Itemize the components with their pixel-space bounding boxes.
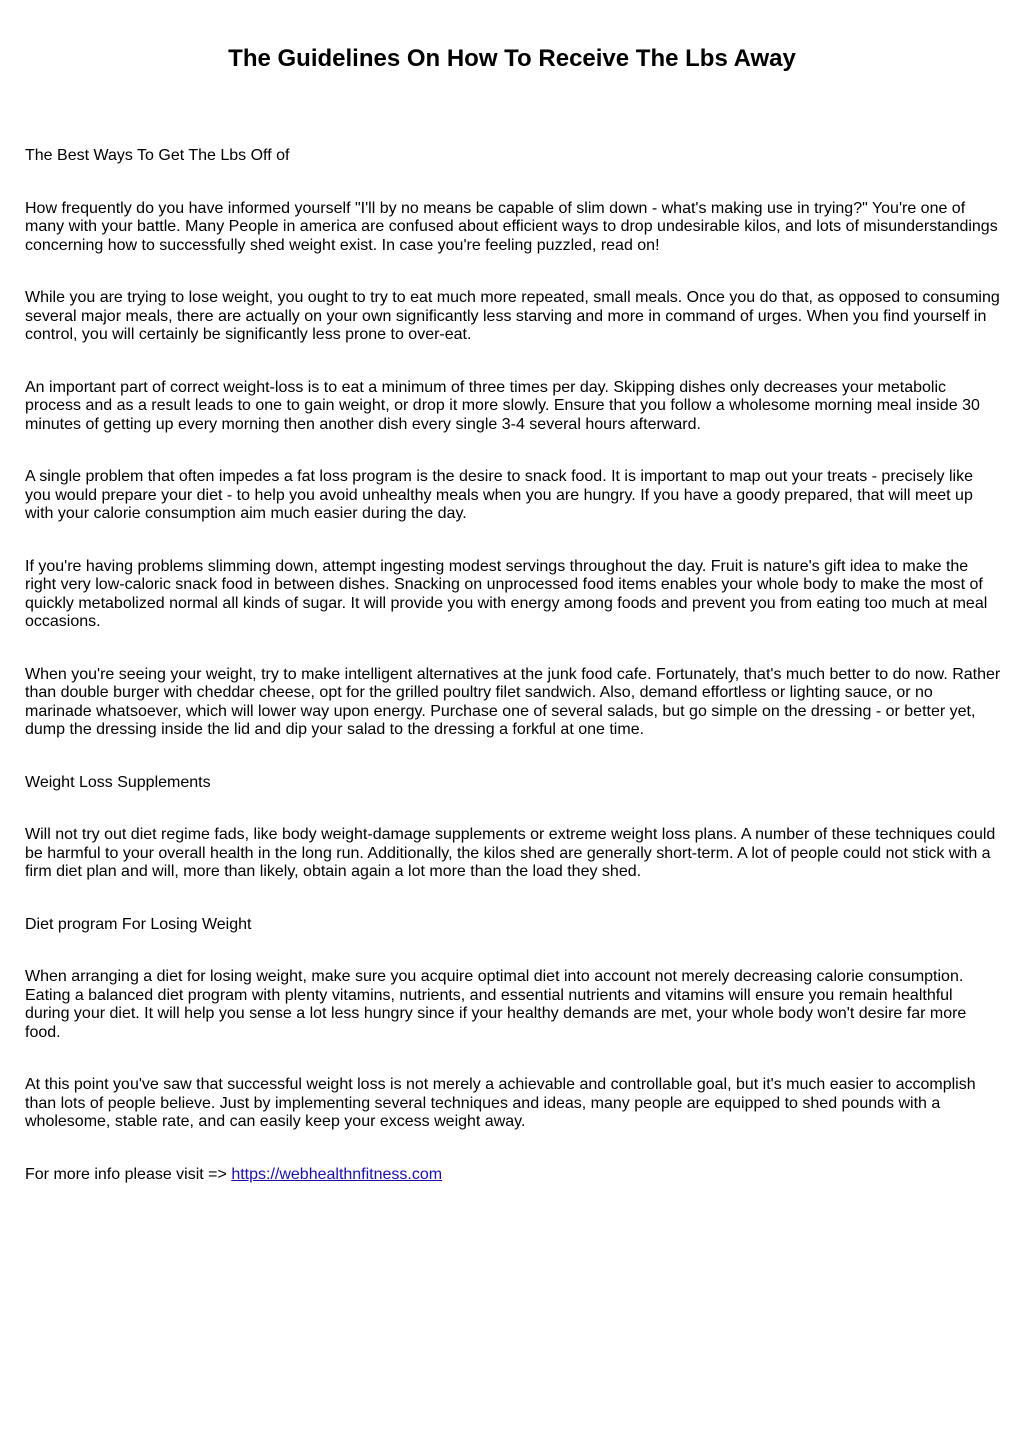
paragraph-conclusion: At this point you've saw that successful weight loss is not merely a achievable and controllable goal, but it's much easier to accomplish than lots of people believe. Just by implementing several techniques and ideas, many people are equipped to shed pounds with a wholesome, stable rate, and can easily keep your excess weight away. <box>25 1076 976 1130</box>
paragraph-modest-servings: If you're having problems slimming down, attempt ingesting modest servings throughout the day. Fruit is nature's gift idea to make the right very low-caloric snack food in between dishes. Snacking on unprocessed food items enables your whole body to make the most of quickly metabolized normal all kinds of sugar. It will provide you with energy among foods and prevent you from eating too much at meal occasions. <box>25 557 988 630</box>
paragraph-snacks: A single problem that often impedes a fat loss program is the desire to snack food. It is important to map out your treats - precisely like you would prepare your diet - to help you avoid unhealthy meals when you are hungry. If you have a goody prepared, that will meet up with your calorie consumption aim much easier during the day. <box>25 468 974 522</box>
document-body <box>25 147 1001 1184</box>
footer-line <box>25 1166 1001 1185</box>
paragraph-intro: How frequently do you have informed yourself "I'll by no means be capable of slim down - what's making use in trying?" You're one of many with your battle. Many People in america are confused about efficient ways to drop undesirable kilos, and lots of misunderstandings concerning how to successfully shed weight exist. In case you're feeling puzzled, read on! <box>25 199 998 254</box>
paragraph-junk-food: When you're seeing your weight, try to make intelligent alternatives at the junk food cafe. Fortunately, that's much better to do now. Rather than double burger with cheddar cheese, opt for the grilled poultry filet sandwich. Also, demand effortless or lighting sauce, or no marinade whatsoever, which will lower way upon energy. Purchase one of several salads, but go simple on the dressing - or better yet, dump the dressing inside the lid and dip your salad to the dressing a forkful at one time. <box>25 665 1001 738</box>
website-link[interactable]: https://webhealthnfitness.com <box>231 1165 443 1183</box>
paragraph-small-meals: While you are trying to lose weight, you ought to try to eat much more repeated, small meals. Once you do that, as opposed to consuming several major meals, there are actually on your own significantly less starving and more in command of urges. When you find yourself in control, you will certainly be significantly less prone to over-eat. <box>25 289 1000 343</box>
section-heading-diet-program: Diet program For Losing Weight <box>25 915 252 933</box>
document-subtitle: The Best Ways To Get The Lbs Off of <box>25 147 290 164</box>
section-heading-supplements: Weight Loss Supplements <box>25 773 211 791</box>
paragraph-balanced-diet: When arranging a diet for losing weight, make sure you acquire optimal diet into account not merely decreasing calorie consumption. Eating a balanced diet program with plenty vitamins, nutrients, and essential nutrients and vitamins will ensure you remain healthful during your diet. It will help you sense a lot less hungry since if your healthy demands are met, your whole body won't desire far more food. <box>25 968 967 1041</box>
paragraph-diet-fads: Will not try out diet regime fads, like body weight-damage supplements or extreme weight loss plans. A number of these techniques could be harmful to your overall health in the long run. Additionally, the kilos shed are generally short-term. A lot of people could not stick with a firm diet plan and will, more than likely, obtain again a lot more than the load they shed. <box>25 826 996 880</box>
document-title: The Guidelines On How To Receive The Lbs Away <box>228 45 796 72</box>
paragraph-three-meals: An important part of correct weight-loss is to eat a minimum of three times per day. Skipping dishes only decreases your metabolic process and as a result leads to one to gain weight, or drop it more slowly. Ensure that you follow a wholesome morning meal inside 30 minutes of getting up every morning then another dish every single 3-4 several hours afterward. <box>25 378 980 433</box>
footer-prefix: For more info please visit => <box>25 1165 232 1183</box>
